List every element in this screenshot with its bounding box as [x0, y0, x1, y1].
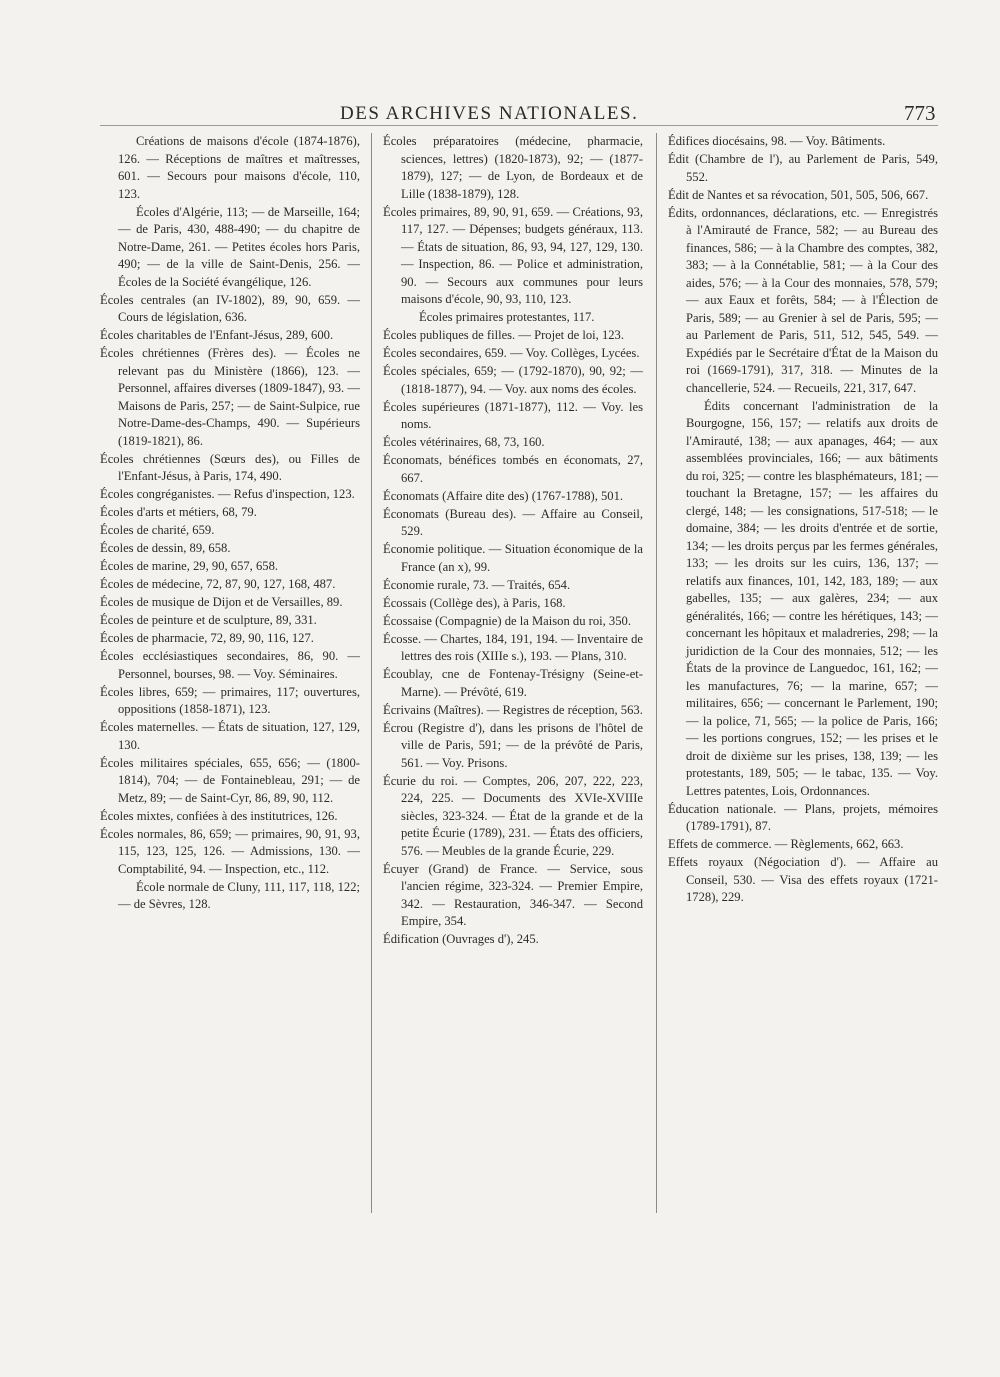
index-entry: Économats (Bureau des). — Affaire au Conseil, 529. [383, 506, 643, 538]
index-column-3 [668, 133, 938, 907]
index-entry: Écoles de pharmacie, 72, 89, 90, 116, 127. [100, 631, 314, 645]
index-entry: Écoles de médecine, 72, 87, 90, 127, 168, 487. [100, 577, 336, 591]
index-entry: Effets royaux (Négociation d'). — Affaire au Conseil, 530. — Visa des effets royaux (1721-1728), 229. [668, 855, 938, 904]
index-entry: Écoles ecclésiastiques secondaires, 86, 90. — Personnel, bourses, 98. — Voy. Séminaires. [100, 649, 360, 681]
index-subentry: Édits concernant l'administration de la Bourgogne, 156, 157; — relatifs aux droits de l'Amirauté, 138; — aux apanages, 464; — aux assemblées provinciales, 166; — aux bâtiments du roi, 325; — contre les blasphémateurs, 181; — touchant la Bretagne, 157; — les affaires du clergé, 148; — les consignations, 517-518; — le domaine, 384; — les droits d'entrée et de sortie, 134; — les droits perçus par les fermes générales, 133; — les droits sur les cuirs, 136, 137; — relatifs aux finances, 101, 142, 183, 189; — aux gabelles, 135; — aux galères, 234; — aux généralités, 166; — contre les hérétiques, 143; — concernant les hôpitaux et maladreries, 298; — la juridiction de la Cour des monnaies, 512; — les États de la province de Languedoc, 161, 162; — les manufactures, 76; — la marine, 657; — militaires, 656; — concernant le Parlement, 190; — la police, 71, 565; — la police de Paris, 166; — les portions congrues, 152; — les prises et le droit de dixième sur les prises, 138, 139; — les protestants, 189, 505; — le tabac, 135. — Voy. Lettres patentes, Lois, Ordonnances. [686, 398, 938, 798]
index-entry: Économie politique. — Situation économique de la France (an x), 99. [383, 542, 643, 574]
index-column-2 [383, 133, 643, 949]
column-separator [656, 133, 657, 1213]
index-entry: Écoles centrales (an IV-1802), 89, 90, 659. — Cours de législation, 636. [100, 292, 360, 324]
index-entry: Éducation nationale. — Plans, projets, mémoires (1789-1791), 87. [668, 801, 938, 833]
index-entry: Écoles de dessin, 89, 658. [100, 541, 231, 555]
index-column-1 [100, 133, 360, 914]
index-entry: Écoles vétérinaires, 68, 73, 160. [383, 435, 545, 449]
column-separator [371, 133, 372, 1213]
index-subentry: Écoles d'Algérie, 113; — de Marseille, 164; — de Paris, 430, 488-490; — du chapitre de Notre-Dame, 261. — Petites écoles hors Paris, 490; — de la ville de Saint-Denis, 256. — Écoles de la Société évangélique, 126. [118, 204, 360, 289]
running-title: DES ARCHIVES NATIONALES. [340, 103, 639, 124]
index-entry: Économats (Affaire dite des) (1767-1788), 501. [383, 488, 624, 503]
index-entry: Écoles mixtes, confiées à des institutrices, 126. [100, 808, 338, 823]
index-entry: Écoles de musique de Dijon et de Versailles, 89. [100, 595, 343, 609]
index-entry: Écoles de peinture et de sculpture, 89, 331. [100, 613, 317, 627]
index-entry: Édit de Nantes et sa révocation, 501, 505, 506, 667. [668, 187, 929, 202]
index-entry: Écossaise (Compagnie) de la Maison du roi, 350. [383, 613, 631, 628]
index-entry: Écrivains (Maîtres). — Registres de réception, 563. [383, 702, 643, 717]
index-entry: Écoles charitables de l'Enfant-Jésus, 289, 600. [100, 328, 334, 342]
index-entry: Écrou (Registre d'), dans les prisons de l'hôtel de ville de Paris, 591; — de la prévôté de Paris, 561. — Voy. Prisons. [383, 720, 643, 770]
page-number: 773 [904, 101, 936, 125]
index-subentry: École normale de Cluny, 111, 117, 118, 122; — de Sèvres, 128. [118, 879, 360, 911]
index-entry: Écoles primaires, 89, 90, 91, 659. — Créations, 93, 117, 127. — Dépenses; budgets généraux, 113. — États de situation, 86, 93, 94, 127, 129, 130. — Inspection, 86. — Police et administration, 90. — Secours aux communes pour leurs maisons d'école, 90, 93, 110, 123. [383, 204, 643, 306]
index-entry: Écoles spéciales, 659; — (1792-1870), 90, 92; — (1818-1877), 94. — Voy. aux noms des écoles. [383, 364, 643, 396]
index-entry: Écossais (Collège des), à Paris, 168. [383, 595, 566, 610]
index-entry: Écurie du roi. — Comptes, 206, 207, 222, 223, 224, 225. — Documents des XVIe-XVIIIe siècles, 323-324. — État de la grande et de la petite Écurie (1789), 231. — États des officiers, 576. — Meubles de la grande Écurie, 229. [383, 773, 643, 858]
index-entry: Économie rurale, 73. — Traités, 654. [383, 577, 571, 592]
index-entry: Écoles chrétiennes (Frères des). — Écoles ne relevant pas du Ministère (1866), 123. — Personnel, affaires diverses (1809-1847), 93. — Maisons de Paris, 257; — de Saint-Sulpice, rue Notre-Dame-des-Champs, 490. — Supérieurs (1819-1821), 86. [100, 346, 360, 448]
index-entry: Écoles secondaires, 659. — Voy. Collèges, Lycées. [383, 346, 640, 360]
index-entry: Écoles maternelles. — États de situation, 127, 129, 130. [100, 720, 360, 752]
index-entry: Économats, bénéfices tombés en économats, 27, 667. [383, 453, 643, 485]
index-entry: Écoublay, cne de Fontenay-Trésigny (Seine-et-Marne). — Prévôté, 619. [383, 667, 643, 699]
index-entry: Écoles chrétiennes (Sœurs des), ou Filles de l'Enfant-Jésus, à Paris, 174, 490. [100, 451, 360, 483]
index-entry: Écoles supérieures (1871-1877), 112. — Voy. les noms. [383, 399, 643, 431]
index-entry: Écoles normales, 86, 659; — primaires, 90, 91, 93, 115, 123, 125, 126. — Admissions, 130. — Comptabilité, 94. — Inspection, etc., 112. [100, 826, 360, 876]
index-entry: Écoles militaires spéciales, 655, 656; — (1800-1814), 704; — de Fontainebleau, 291; — de Metz, 89; — de Saint-Cyr, 86, 89, 90, 112. [100, 755, 360, 805]
index-entry: Édits, ordonnances, déclarations, etc. — Enregistrés à l'Amirauté de France, 582; — au Bureau des finances, 586; — à la Chambre des comptes, 382, 383; — à la Connétablie, 581; — à la Cour des aides, 576; — à la Cour des monnaies, 578, 579; — aux Eaux et forêts, 584; — à l'Élection de Paris, 589; — au Grenier à sel de Paris, 595; — au Parlement de Paris, 511, 512, 545, 549. — Expédiés par le Secrétaire d'État de la Maison du roi (1669-1791), 317, 318. — Minutes de la chancellerie, 524. — Recueils, 221, 317, 647. [668, 205, 938, 395]
index-entry: Édit (Chambre de l'), au Parlement de Paris, 549, 552. [668, 152, 938, 184]
index-subentry: Écoles primaires protestantes, 117. [419, 310, 595, 324]
index-entry: Écoles préparatoires (médecine, pharmacie, sciences, lettres) (1820-1873), 92; — (1877-1879), 127; — de Lyon, de Bordeaux et de Lille (1838-1879), 128. [383, 134, 643, 201]
index-entry: Écosse. — Chartes, 184, 191, 194. — Inventaire de lettres des rois (XIIIe s.), 193. — Plans, 310. [383, 631, 643, 663]
index-entry: Écoles publiques de filles. — Projet de loi, 123. [383, 328, 624, 342]
index-entry: Écoles libres, 659; — primaires, 117; ouvertures, oppositions (1858-1871), 123. [100, 684, 360, 716]
index-entry: Écoles d'arts et métiers, 68, 79. [100, 505, 257, 519]
index-entry: Écoles de marine, 29, 90, 657, 658. [100, 559, 279, 573]
index-entry: Écoles de charité, 659. [100, 523, 215, 537]
index-entry: Effets de commerce. — Règlements, 662, 663. [668, 837, 904, 851]
index-subentry: Créations de maisons d'école (1874-1876), 126. — Réceptions de maîtres et maîtresses, 601. — Secours pour maisons d'école, 110, 123. [118, 134, 360, 201]
index-entry: Écuyer (Grand) de France. — Service, sous l'ancien régime, 323-324. — Premier Empire, 342. — Restauration, 346-347. — Second Empire, 354. [383, 861, 643, 928]
header-rule [100, 125, 938, 126]
index-entry: Écoles congréganistes. — Refus d'inspection, 123. [100, 487, 355, 501]
index-entry: Édification (Ouvrages d'), 245. [383, 932, 539, 946]
index-entry: Édifices diocésains, 98. — Voy. Bâtiments. [668, 134, 886, 148]
